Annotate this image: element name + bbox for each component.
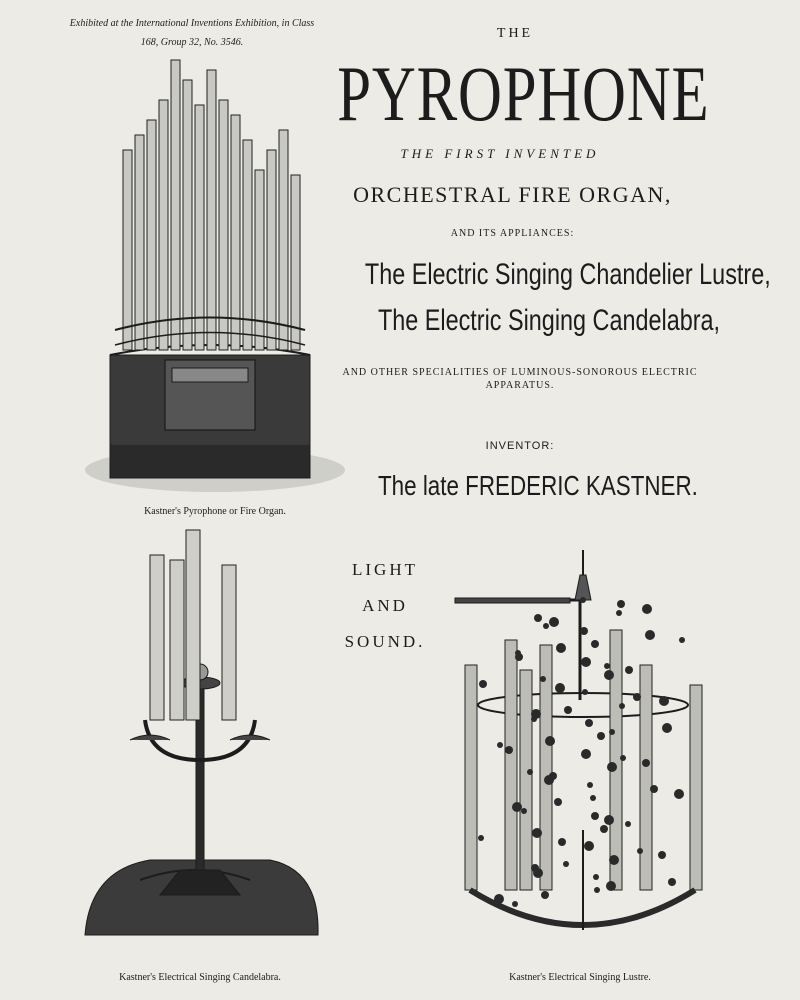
fire-organ-illustration: [85, 60, 345, 492]
foliage-leaf: [556, 643, 566, 653]
foliage-leaf: [625, 666, 633, 674]
organ-pipe: [219, 100, 228, 350]
inventor-name: The late FREDERIC KASTNER.: [378, 470, 698, 501]
organ-pipe: [267, 150, 276, 350]
organ-pipe: [159, 100, 168, 350]
candelabra-tube: [186, 530, 200, 720]
candelabra-illustration: [85, 530, 318, 935]
inventor-label: INVENTOR:: [485, 440, 555, 452]
foliage-leaf: [679, 637, 685, 643]
foliage-leaf: [543, 623, 549, 629]
foliage-leaf: [658, 851, 666, 859]
organ-pipe: [135, 135, 144, 350]
foliage-leaf: [478, 835, 484, 841]
page-title: PYROPHONE: [337, 50, 710, 137]
foliage-leaf: [604, 815, 614, 825]
organ-pipe: [255, 170, 264, 350]
motto-line-1: LIGHT: [352, 560, 418, 579]
foliage-leaf: [534, 614, 542, 622]
other-specialities-line: AND OTHER SPECIALITIES OF LUMINOUS-SONOROUS ELECTRIC APPARATUS.: [342, 367, 698, 391]
foliage-leaf: [668, 878, 676, 886]
foliage-leaf: [597, 732, 605, 740]
motto-line-3: SOUND.: [344, 632, 426, 651]
foliage-leaf: [512, 901, 518, 907]
foliage-leaf: [604, 663, 610, 669]
foliage-leaf: [521, 808, 527, 814]
candelabra-line: The Electric Singing Candelabra,: [377, 304, 721, 337]
foliage-leaf: [590, 795, 596, 801]
motto-line-2: AND: [362, 596, 408, 615]
foliage-leaf: [558, 838, 566, 846]
foliage-leaf: [591, 812, 599, 820]
foliage-leaf: [564, 706, 572, 714]
organ-pipe: [147, 120, 156, 350]
organ-pipe: [279, 130, 288, 350]
foliage-leaf: [515, 653, 523, 661]
foliage-leaf: [532, 828, 542, 838]
caption-candelabra: Kastner's Electrical Singing Candelabra.: [119, 972, 281, 983]
lustre-tube: [640, 665, 652, 890]
candelabra-tube: [150, 555, 164, 720]
organ-pipe: [183, 80, 192, 350]
appliances-line: AND ITS APPLIANCES:: [450, 228, 575, 239]
organ-pipe: [195, 105, 204, 350]
lustre-illustration: [455, 550, 702, 930]
foliage-leaf: [582, 689, 588, 695]
foliage-leaf: [544, 775, 554, 785]
foliage-leaf: [584, 841, 594, 851]
foliage-leaf: [549, 617, 559, 627]
candelabra-tube: [170, 560, 184, 720]
lustre-tube: [520, 670, 532, 890]
foliage-leaf: [633, 693, 641, 701]
foliage-leaf: [662, 723, 672, 733]
foliage-leaf: [609, 855, 619, 865]
caption-organ: Kastner's Pyrophone or Fire Organ.: [144, 506, 286, 517]
foliage-leaf: [642, 759, 650, 767]
foliage-leaf: [625, 821, 631, 827]
foliage-leaf: [479, 680, 487, 688]
foliage-leaf: [581, 749, 591, 759]
foliage-leaf: [606, 881, 616, 891]
foliage-leaf: [620, 755, 626, 761]
foliage-leaf: [659, 696, 669, 706]
chandelier-line: The Electric Singing Chandelier Lustre,: [364, 258, 771, 291]
organ-pipe: [291, 175, 300, 350]
foliage-leaf: [580, 597, 586, 603]
exhibit-note: Exhibited at the International Inventions Exhibition, in Class 168, Group 32, No. 3546.: [69, 18, 315, 48]
foliage-leaf: [585, 719, 593, 727]
caption-lustre: Kastner's Electrical Singing Lustre.: [509, 972, 651, 983]
foliage-leaf: [497, 742, 503, 748]
subtitle-orchestral-fire-organ: ORCHESTRAL FIRE ORGAN,: [353, 182, 672, 207]
lustre-tube: [610, 630, 622, 890]
foliage-leaf: [505, 746, 513, 754]
foliage-leaf: [600, 825, 608, 833]
first-invented-line: THE FIRST INVENTED: [400, 146, 600, 161]
foliage-leaf: [555, 683, 565, 693]
organ-pipe: [123, 150, 132, 350]
lustre-tube: [690, 685, 702, 890]
foliage-leaf: [593, 874, 599, 880]
organ-pipe: [231, 115, 240, 350]
foliage-leaf: [642, 604, 652, 614]
foliage-leaf: [607, 762, 617, 772]
foliage-leaf: [512, 802, 522, 812]
foliage-leaf: [591, 640, 599, 648]
foliage-leaf: [540, 676, 546, 682]
foliage-leaf: [527, 769, 533, 775]
lustre-tube: [465, 665, 477, 890]
foliage-leaf: [594, 887, 600, 893]
foliage-leaf: [545, 736, 555, 746]
lustre-tube: [540, 645, 552, 890]
foliage-leaf: [637, 848, 643, 854]
foliage-leaf: [541, 891, 549, 899]
foliage-leaf: [533, 868, 543, 878]
foliage-leaf: [645, 630, 655, 640]
foliage-leaf: [674, 789, 684, 799]
organ-pipe: [171, 60, 180, 350]
foliage-leaf: [581, 657, 591, 667]
foliage-leaf: [604, 670, 614, 680]
lustre-tube: [505, 640, 517, 890]
foliage-leaf: [563, 861, 569, 867]
motto: [330, 552, 440, 660]
foliage-leaf: [650, 785, 658, 793]
foliage-leaf: [619, 703, 625, 709]
foliage-leaf: [609, 729, 615, 735]
foliage-leaf: [616, 610, 622, 616]
foliage-leaf: [554, 798, 562, 806]
organ-pipe: [207, 70, 216, 350]
foliage-leaf: [580, 627, 588, 635]
foliage-leaf: [617, 600, 625, 608]
header-the: THE: [496, 26, 534, 41]
candelabra-tube: [222, 565, 236, 720]
foliage-leaf: [531, 716, 537, 722]
foliage-leaf: [587, 782, 593, 788]
